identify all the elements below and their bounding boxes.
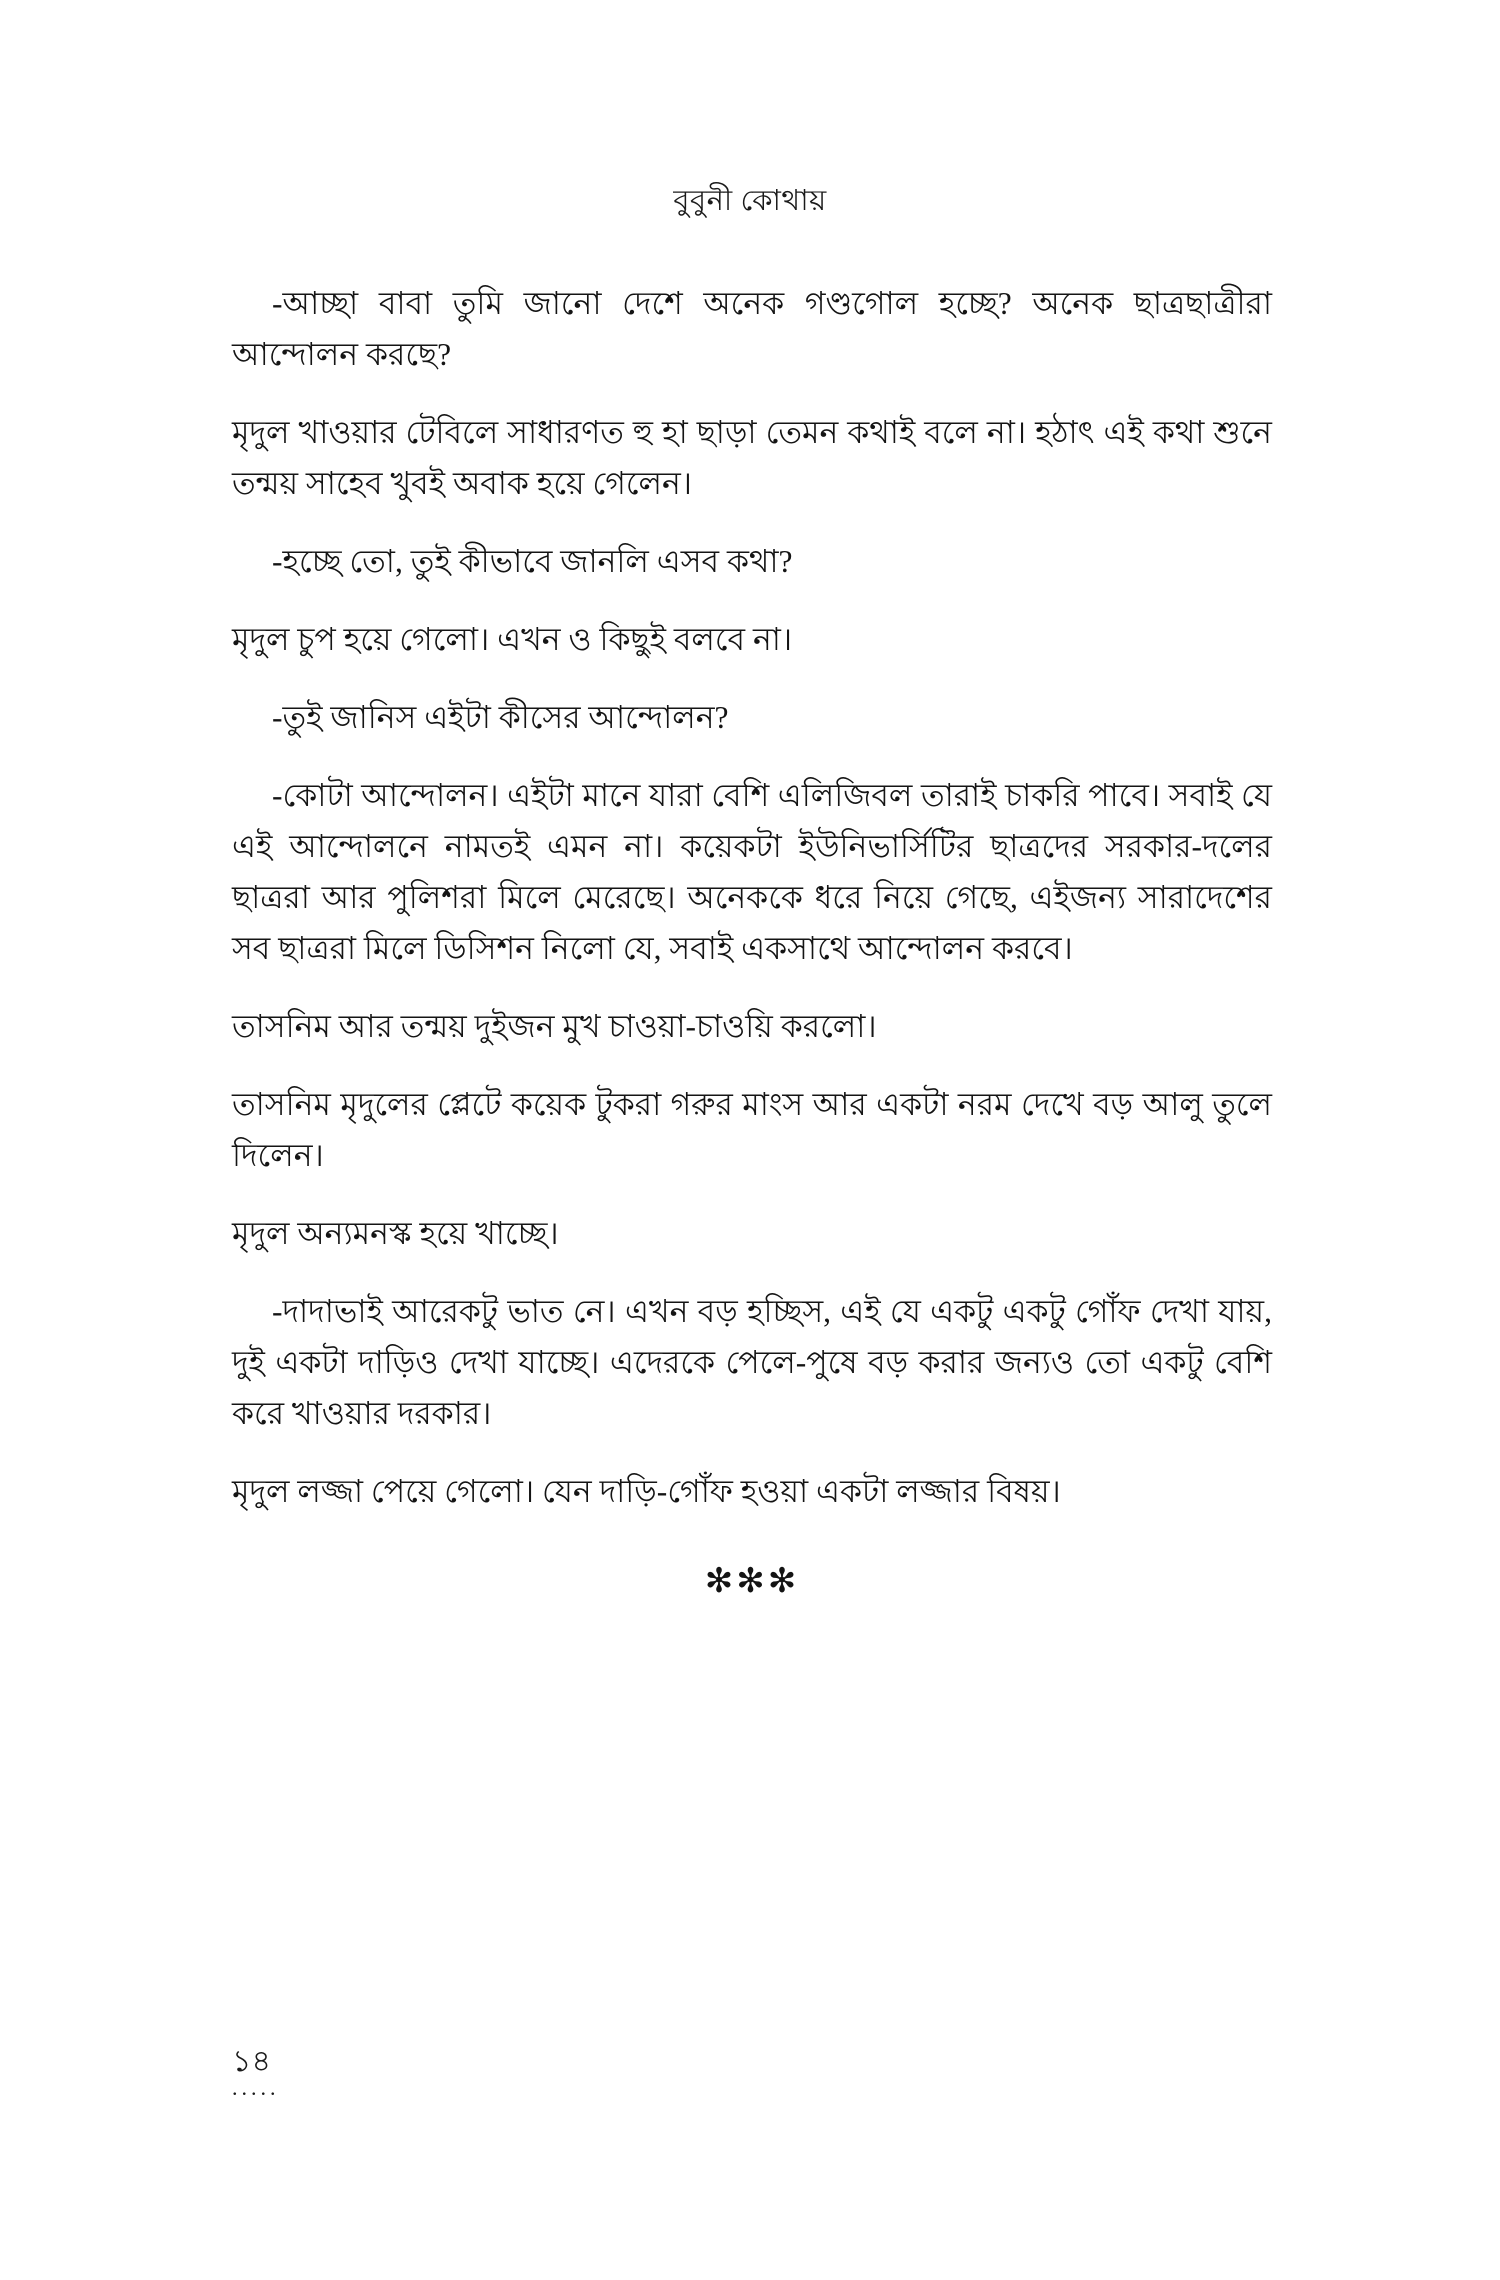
paragraph: মৃদুল লজ্জা পেয়ে গেলো। যেন দাড়ি-গোঁফ হওয়া একটা লজ্জার বিষয়। xyxy=(232,1474,1061,1510)
folio-dots: ..... xyxy=(232,2074,280,2100)
paragraph: তাসনিম আর তন্ময় দুইজন মুখ চাওয়া-চাওয়ি করলো। xyxy=(232,1009,877,1045)
paragraph: -কোটা আন্দোলন। এইটা মানে যারা বেশি এলিজিবল তারাই চাকরি পাবে। সবাই যে এই আন্দোলনে নামতই এমন না। কয়েকটা ইউনিভার্সিটির ছাত্রদের সরকার-দলের ছাত্ররা আর পুলিশরা মিলে মেরেছে। অনেককে ধরে নিয়ে গেছে, এইজন্য সারাদেশের সব ছাত্ররা মিলে ডিসিশন নিলো যে, সবাই একসাথে আন্দোলন করবে। xyxy=(232,778,1272,967)
paragraph: -দাদাভাই আরেকটু ভাত নে। এখন বড় হচ্ছিস, এই যে একটু একটু গোঁফ দেখা যায়, দুই একটা দাড়িও দেখা যাচ্ছে। এদেরকে পেলে-পুষে বড় করার জন্যও তো একটু বেশি করে খাওয়ার দরকার। xyxy=(232,1294,1272,1432)
paragraph: মৃদুল অন্যমনস্ক হয়ে খাচ্ছে। xyxy=(232,1216,559,1252)
page-number: ১৪ xyxy=(232,2045,271,2078)
body-text-column xyxy=(232,278,1272,1601)
paragraph: মৃদুল খাওয়ার টেবিলে সাধারণত হু হা ছাড়া তেমন কথাই বলে না। হঠাৎ এই কথা শুনে তন্ময় সাহেব খুবই অবাক হয়ে গেলেন। xyxy=(232,415,1272,502)
section-divider: ✻✻✻ xyxy=(704,1563,800,1601)
page-folio xyxy=(232,2046,280,2099)
paragraph: -হচ্ছে তো, তুই কীভাবে জানলি এসব কথা? xyxy=(272,544,793,580)
paragraph: মৃদুল চুপ হয়ে গেলো। এখন ও কিছুই বলবে না। xyxy=(232,622,793,658)
paragraph: -আচ্ছা বাবা তুমি জানো দেশে অনেক গণ্ডগোল হচ্ছে? অনেক ছাত্রছাত্রীরা আন্দোলন করছে? xyxy=(232,286,1272,373)
running-head: বুবুনী কোথায় xyxy=(673,185,827,217)
paragraph: -তুই জানিস এইটা কীসের আন্দোলন? xyxy=(272,700,729,736)
paragraph: তাসনিম মৃদুলের প্লেটে কয়েক টুকরা গরুর মাংস আর একটা নরম দেখে বড় আলু তুলে দিলেন। xyxy=(232,1087,1272,1174)
